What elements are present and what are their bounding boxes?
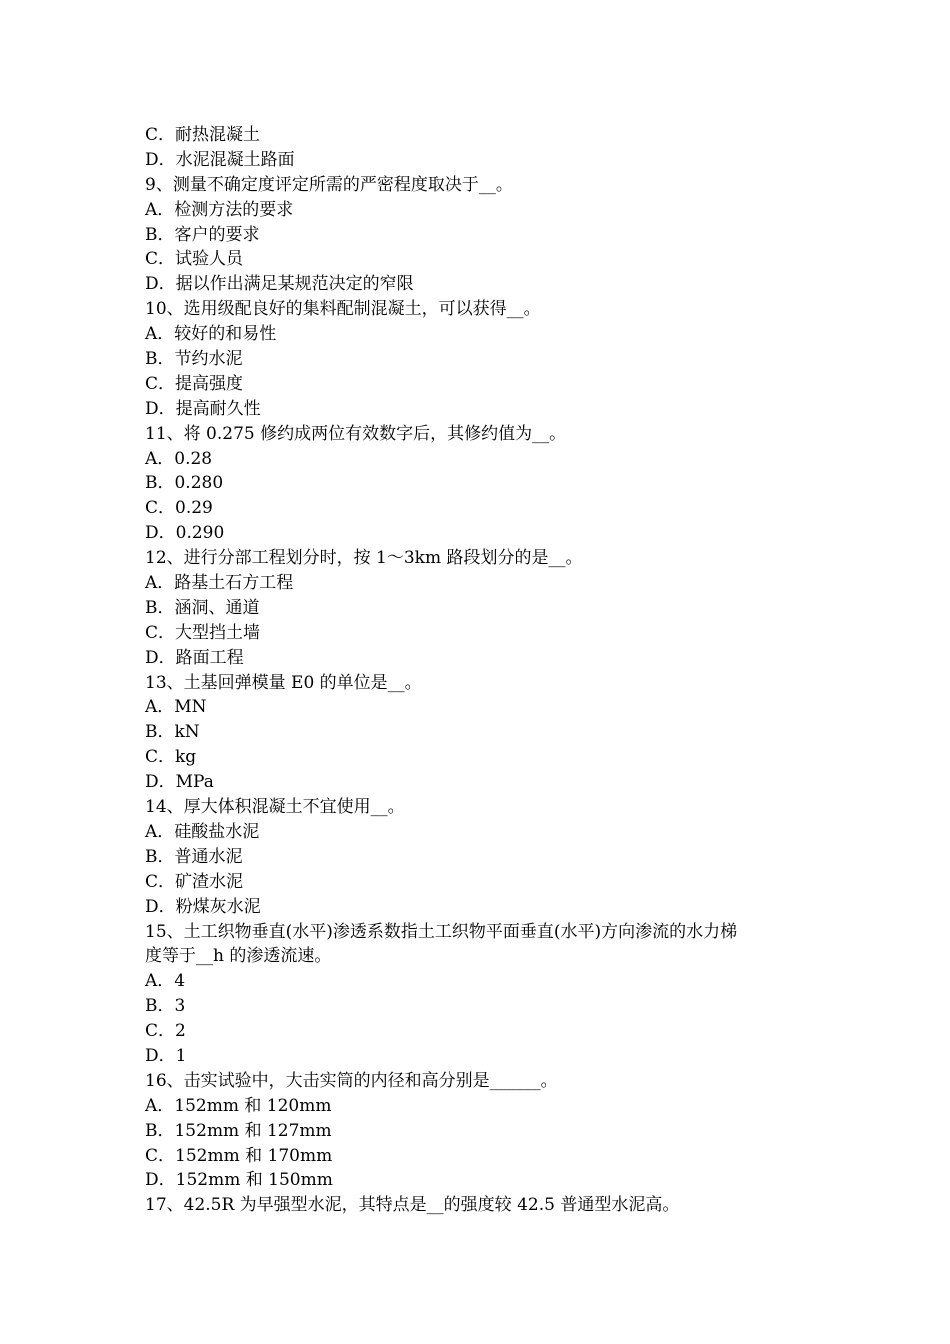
option-line: A．检测方法的要求: [145, 199, 294, 220]
option-line: D．路面工程: [145, 647, 244, 668]
option-line: D．提高耐久性: [145, 398, 261, 419]
option-line: B．普通水泥: [145, 846, 243, 867]
question-line: 17、42.5R 为早强型水泥，其特点是__的强度较 42.5 普通型水泥高。: [145, 1195, 680, 1216]
option-line: C．0.29: [145, 498, 213, 519]
option-line: B．涵洞、通道: [145, 597, 260, 618]
document-body: [145, 123, 815, 1218]
option-line: C．矿渣水泥: [145, 871, 244, 892]
option-line: B．节约水泥: [145, 349, 243, 370]
option-line: B．0.280: [145, 473, 224, 494]
option-line: C．2: [145, 1021, 186, 1042]
option-line: B．客户的要求: [145, 224, 260, 245]
option-line: D．粉煤灰水泥: [145, 896, 261, 917]
option-line: D．MPa: [145, 772, 214, 793]
option-line: D．水泥混凝土路面: [145, 149, 295, 170]
question-line: 15、土工织物垂直(水平)渗透系数指土工织物平面垂直(水平)方向渗流的水力梯: [145, 921, 738, 942]
question-line: 10、选用级配良好的集料配制混凝土，可以获得__。: [145, 299, 541, 320]
option-line: B．3: [145, 996, 186, 1017]
option-line: A．硅酸盐水泥: [145, 821, 260, 842]
question-line: 11、将 0.275 修约成两位有效数字后，其修约值为__。: [145, 423, 567, 444]
option-line: A．MN: [145, 697, 207, 718]
option-line: C．耐热混凝土: [145, 125, 261, 145]
option-line: D．据以作出满足某规范决定的窄限: [145, 274, 414, 295]
option-line: A．152mm 和 120mm: [145, 1095, 332, 1116]
option-line: B．kN: [145, 722, 200, 743]
question-line: 14、厚大体积混凝土不宜使用__。: [145, 797, 405, 818]
option-line: A．0.28: [145, 448, 213, 469]
option-line: D．1: [145, 1045, 187, 1066]
question-line: 9、测量不确定度评定所需的严密程度取决于__。: [145, 174, 513, 195]
option-line: D．0.290: [145, 523, 225, 544]
option-line: C．试验人员: [145, 249, 244, 270]
question-line: 16、击实试验中，大击实筒的内径和高分别是______。: [145, 1070, 558, 1091]
option-line: B．152mm 和 127mm: [145, 1120, 332, 1141]
option-line: C．kg: [145, 747, 197, 768]
option-line: A．路基土石方工程: [145, 573, 294, 594]
question-line: 12、进行分部工程划分时，按 1～3km 路段划分的是__。: [145, 548, 583, 569]
option-line: C．152mm 和 170mm: [145, 1145, 333, 1166]
option-line: D．152mm 和 150mm: [145, 1170, 333, 1191]
option-line: A．较好的和易性: [145, 324, 277, 345]
option-line: C．大型挡土墙: [145, 622, 261, 643]
question-continuation-line: 度等于__h 的渗透流速。: [145, 946, 332, 967]
option-line: C．提高强度: [145, 373, 244, 394]
option-line: A．4: [145, 971, 186, 992]
question-line: 13、土基回弹模量 E0 的单位是__。: [145, 672, 422, 693]
